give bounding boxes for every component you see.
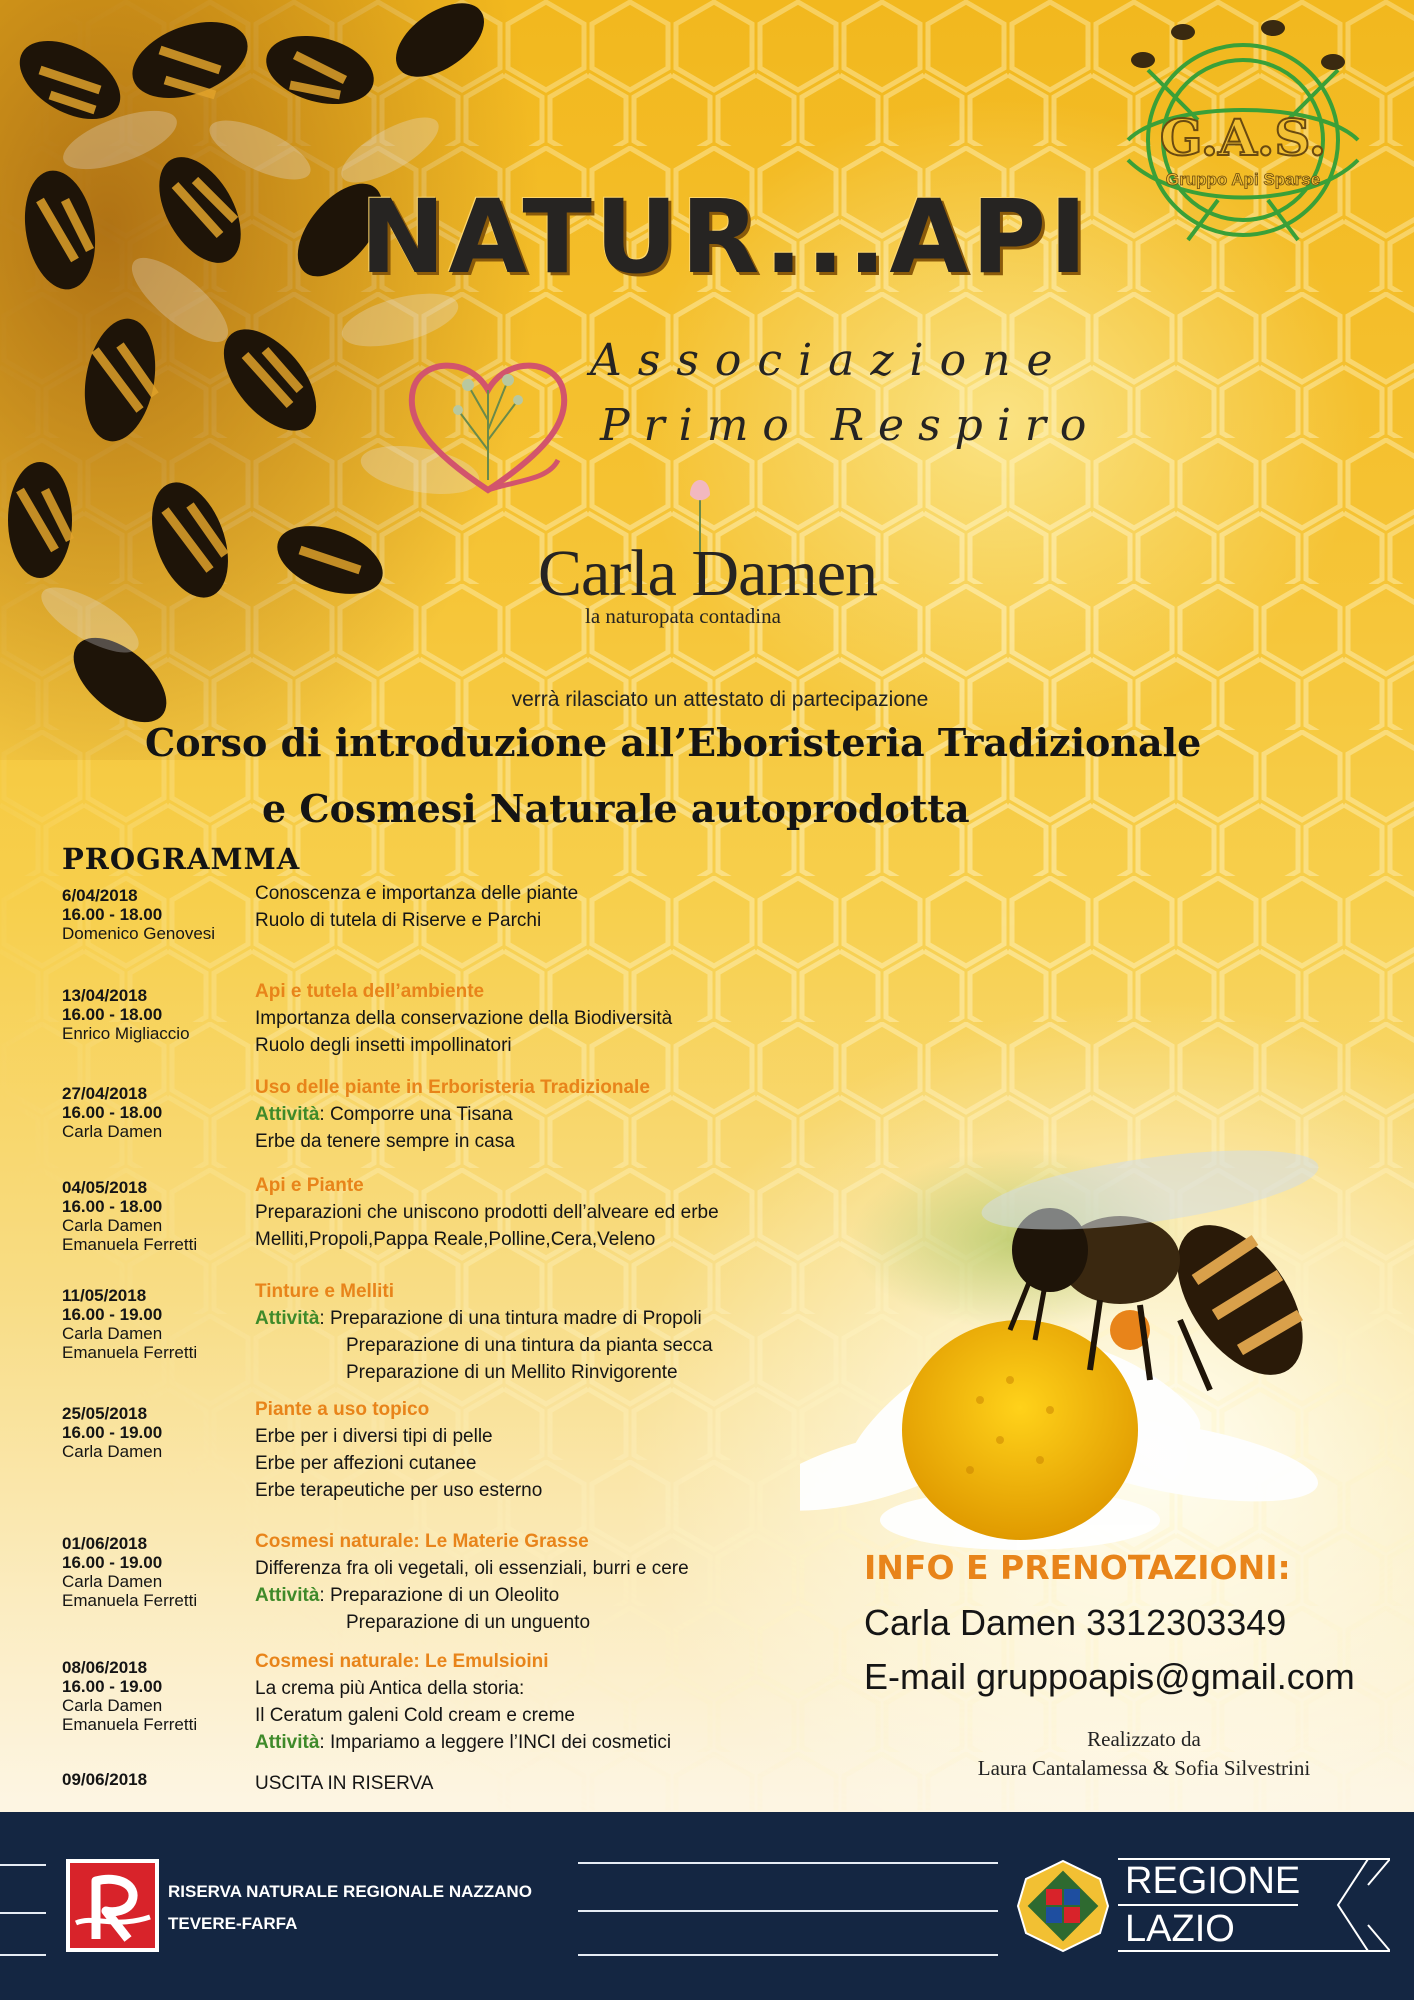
- activity-label: Attività: [255, 1585, 320, 1606]
- session-time: 16.00 - 19.00: [62, 1553, 163, 1572]
- session-date: 25/05/2018: [62, 1404, 148, 1423]
- course-title-line1: Corso di introduzione all’Eboristeria Tradizionale: [145, 720, 1202, 765]
- footer-divider: [578, 1910, 998, 1912]
- session-topic-line: Preparazione di un Mellito Rinvigorente: [346, 1362, 678, 1383]
- session-topic-line: [255, 1101, 895, 1128]
- session-date-block: [62, 1286, 252, 1362]
- riserva-name: [168, 1876, 532, 1940]
- session-topics: [255, 1172, 895, 1253]
- session-topics: [255, 978, 895, 1059]
- session-date-block: [62, 1404, 252, 1461]
- regione-line1: REGIONE: [1125, 1860, 1301, 1902]
- activity-text: : Impariamo a leggere l’INCI dei cosmetici: [319, 1732, 672, 1753]
- session-time: 16.00 - 18.00: [62, 1197, 163, 1216]
- activity-text: : Comporre una Tisana: [319, 1104, 513, 1125]
- association-name-line2: Primo Respiro: [600, 400, 1101, 451]
- session-topic-line: Melliti,Propoli,Pappa Reale,Polline,Cera,Veleno: [255, 1229, 656, 1250]
- session-topic-heading: Api e Piante: [255, 1175, 364, 1196]
- gas-logo-sub: Gruppo Api Sparse: [1165, 170, 1321, 189]
- session-topics: [255, 1770, 895, 1797]
- session-topic-line: Importanza della conservazione della Biodiversità: [255, 1008, 673, 1029]
- session-topics: [255, 1528, 895, 1636]
- footer-divider: [0, 1912, 46, 1914]
- session-speaker: Carla Damen: [62, 1696, 163, 1715]
- session-topics: [255, 1648, 895, 1756]
- session-topic-line: [255, 1305, 895, 1332]
- activity-text: : Preparazione di un Oleolito: [319, 1585, 560, 1606]
- session-topic-line: La crema più Antica della storia:: [255, 1678, 525, 1699]
- session-topics: [255, 1074, 895, 1155]
- session-topic-line: USCITA IN RISERVA: [255, 1773, 434, 1794]
- info-heading: INFO E PRENOTAZIONI:: [864, 1548, 1291, 1587]
- session-date-block: [62, 1178, 252, 1254]
- session-date-block: [62, 1084, 252, 1141]
- session-date: 6/04/2018: [62, 886, 138, 905]
- gas-logo-main: G.A.S.: [1159, 108, 1327, 167]
- footer-divider: [0, 1864, 46, 1866]
- session-speaker: Emanuela Ferretti: [62, 1715, 198, 1734]
- session-topics: [255, 1396, 895, 1504]
- session-date: 08/06/2018: [62, 1658, 148, 1677]
- session-topics: [255, 1278, 895, 1386]
- session-time: 16.00 - 18.00: [62, 1005, 163, 1024]
- activity-label: Attività: [255, 1732, 320, 1753]
- session-date: 01/06/2018: [62, 1534, 148, 1553]
- session-topic-heading: Piante a uso topico: [255, 1399, 430, 1420]
- course-title-line2: e Cosmesi Naturale autoprodotta: [262, 786, 970, 831]
- session-topic-line: [255, 1582, 895, 1609]
- contact-phone: Carla Damen 3312303349: [864, 1602, 1287, 1643]
- session-time: 16.00 - 19.00: [62, 1423, 163, 1442]
- activity-label: Attività: [255, 1308, 320, 1329]
- programma-heading: PROGRAMMA: [62, 842, 301, 876]
- activity-text: : Preparazione di una tintura madre di Propoli: [319, 1308, 702, 1329]
- session-speaker: Emanuela Ferretti: [62, 1235, 198, 1254]
- session-speaker: Enrico Migliaccio: [62, 1024, 190, 1043]
- session-topic-heading: Cosmesi naturale: Le Emulsioini: [255, 1651, 549, 1672]
- session-speaker: Carla Damen: [62, 1442, 163, 1461]
- certificate-note: verrà rilasciato un attestato di partecipazione: [511, 688, 929, 711]
- poster-title: NATUR...API: [359, 178, 1091, 297]
- session-topic-line: Erbe terapeutiche per uso esterno: [255, 1480, 543, 1501]
- contact-email: E-mail gruppoapis@gmail.com: [864, 1656, 1355, 1697]
- session-topics: [255, 880, 895, 934]
- credit-label: Realizzato da: [1087, 1727, 1201, 1751]
- session-time: 16.00 - 19.00: [62, 1305, 163, 1324]
- session-speaker: Carla Damen: [62, 1572, 163, 1591]
- heart-logo-icon: [398, 350, 578, 500]
- session-topic-line: Differenza fra oli vegetali, oli essenziali, burri e cere: [255, 1558, 689, 1579]
- session-topic-line: Ruolo di tutela di Riserve e Parchi: [255, 910, 542, 931]
- session-date-block: [62, 1658, 252, 1734]
- session-time: 16.00 - 19.00: [62, 1677, 163, 1696]
- session-topic-heading: Api e tutela dell’ambiente: [255, 981, 485, 1002]
- session-topic-line: [255, 1729, 895, 1756]
- riserva-name-line2: TEVERE-FARFA: [168, 1914, 298, 1933]
- session-topic-heading: Uso delle piante in Erboristeria Tradizionale: [255, 1077, 650, 1098]
- session-topic-line: Conoscenza e importanza delle piante: [255, 883, 579, 904]
- organizer-subtitle: la naturopata contadina: [585, 604, 781, 628]
- riserva-name-line1: RISERVA NATURALE REGIONALE NAZZANO: [168, 1882, 532, 1901]
- session-topic-line: Erbe da tenere sempre in casa: [255, 1131, 515, 1152]
- footer-divider: [578, 1954, 998, 1956]
- session-date: 11/05/2018: [62, 1286, 147, 1305]
- session-date-block: [62, 986, 252, 1043]
- bee-on-flower-illustration: [800, 1130, 1414, 1550]
- session-date: 04/05/2018: [62, 1178, 148, 1197]
- session-time: 16.00 - 18.00: [62, 1103, 163, 1122]
- footer-divider: [578, 1862, 998, 1864]
- session-speaker: Carla Damen: [62, 1122, 163, 1141]
- session-date: 09/06/2018: [62, 1770, 148, 1789]
- session-date-block: [62, 886, 252, 943]
- association-name-line1: Associazione: [590, 335, 1069, 386]
- session-date: 27/04/2018: [62, 1084, 148, 1103]
- regione-line2: LAZIO: [1125, 1908, 1235, 1950]
- session-date-block: [62, 1770, 252, 1789]
- session-topic-line: Il Ceratum galeni Cold cream e creme: [255, 1705, 575, 1726]
- session-speaker: Emanuela Ferretti: [62, 1343, 198, 1362]
- session-date: 13/04/2018: [62, 986, 148, 1005]
- session-topic-line: Preparazione di un unguento: [346, 1612, 591, 1633]
- session-speaker: Emanuela Ferretti: [62, 1591, 198, 1610]
- session-topic-line: Erbe per affezioni cutanee: [255, 1453, 477, 1474]
- session-speaker: Carla Damen: [62, 1216, 163, 1235]
- footer-divider: [0, 1954, 46, 1956]
- regione-lazio-label: [1125, 1857, 1300, 1953]
- session-topic-line: Erbe per i diversi tipi di pelle: [255, 1426, 493, 1447]
- session-time: 16.00 - 18.00: [62, 905, 163, 924]
- session-topic-line: Ruolo degli insetti impollinatori: [255, 1035, 512, 1056]
- credit-authors: Laura Cantalamessa & Sofia Silvestrini: [977, 1756, 1311, 1780]
- session-speaker: Carla Damen: [62, 1324, 163, 1343]
- session-speaker: Domenico Genovesi: [62, 924, 216, 943]
- session-topic-heading: Cosmesi naturale: Le Materie Grasse: [255, 1531, 589, 1552]
- session-topic-line: Preparazioni che uniscono prodotti dell’alveare ed erbe: [255, 1202, 719, 1223]
- session-date-block: [62, 1534, 252, 1610]
- riserva-logo: [66, 1859, 159, 1952]
- session-topic-line: Preparazione di una tintura da pianta secca: [346, 1335, 713, 1356]
- activity-label: Attività: [255, 1104, 320, 1125]
- organizer-name: Carla Damen: [538, 537, 878, 610]
- regione-lazio-crest: [1016, 1859, 1110, 1953]
- session-topic-heading: Tinture e Melliti: [255, 1281, 395, 1302]
